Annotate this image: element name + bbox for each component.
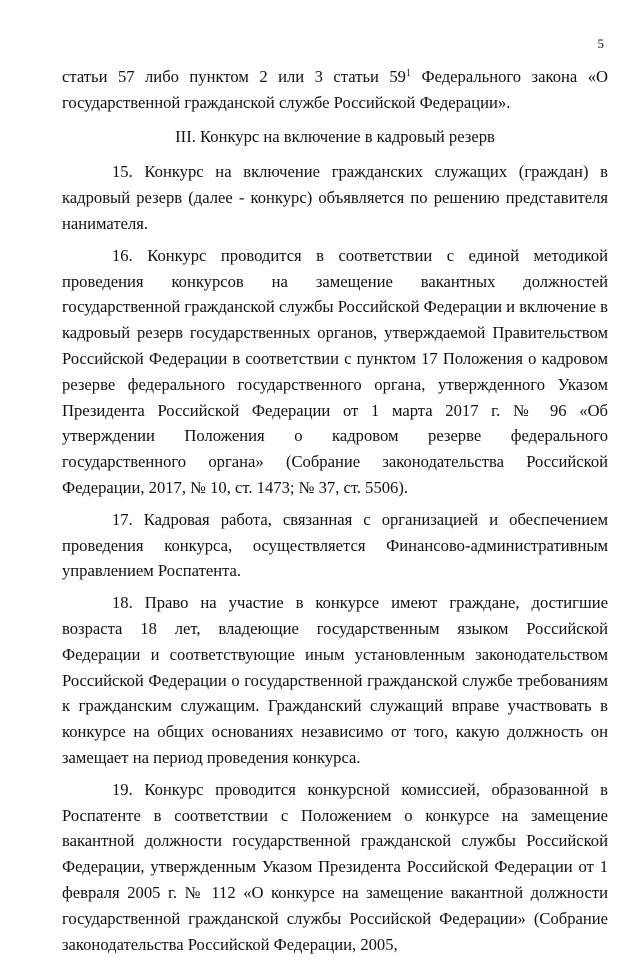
paragraph-17: 17. Кадровая работа, связанная с организацией и обеспечением проведения конкурса, осуществляется Финансово-административным управлением Роспатента.	[62, 509, 608, 581]
continuation-text-start: статьи 57 либо пунктом 2 или 3 статьи 59	[62, 67, 406, 86]
continuation-text-end: Федерального закона «О государственной гражданской службе Российской Федерации».	[62, 67, 609, 112]
paragraph-15: 15. Конкурс на включение гражданских служащих (граждан) в кадровый резерв (далее - конкурс) объявляется по решению представителя нанимателя.	[62, 162, 608, 233]
document-body	[62, 64, 608, 963]
paragraph-19: 19. Конкурс проводится конкурсной комиссией, образованной в Роспатенте в соответствии с Положением о конкурсе на замещение вакантной должности государственной гражданской службы Российской Федерации, утвержденным Указом Президента Российской Федерации от 1 февраля 2005 г. № 112 «О конкурсе на замещение вакантной должности государственной гражданской службы Российской Федерации» (Собрание законодательства Российской Федерации, 2005,	[62, 779, 608, 954]
paragraph-16: 16. Конкурс проводится в соответствии с единой методикой проведения конкурсов на замещение вакантных должностей государственной гражданской службы Российской Федерации и включение в кадровый резерв государственных органов, утверждаемой Правительством Российской Федерации в соответствии с пунктом 17 Положения о кадровом резерве федерального государственного органа, утвержденного Указом Президента Российской Федерации от 1 марта 2017 г. № 96 «Об утверждении Положения о кадровом резерве федерального государственного органа» (Собрание законодательства Российской Федерации, 2017, № 10, ст. 1473; № 37, ст. 5506).	[62, 245, 608, 497]
paragraph-18: 18. Право на участие в конкурсе имеют граждане, достигшие возраста 18 лет, владеющие государственным языком Российской Федерации и соответствующие иным установленным законодательством Российской Федерации о государственной гражданской службе требованиям к гражданским служащим. Гражданский служащий вправе участвовать в конкурсе на общих основаниях независимо от того, какую должность он замещает на период проведения конкурса.	[62, 593, 608, 767]
superscript-marker: 1	[405, 68, 411, 79]
page-number: 5	[597, 36, 604, 51]
continuation-paragraph	[62, 64, 608, 116]
section-heading: III. Конкурс на включение в кадровый резерв	[175, 126, 495, 146]
